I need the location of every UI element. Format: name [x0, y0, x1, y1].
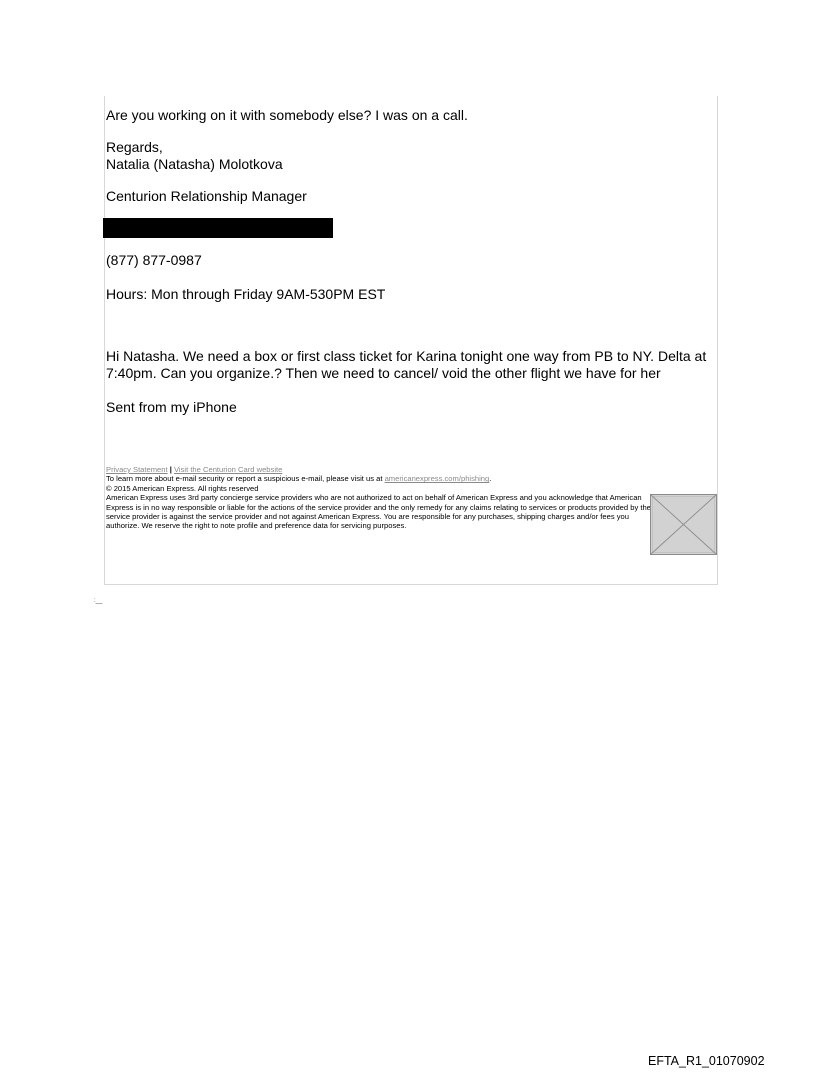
security-text: To learn more about e-mail security or report a suspicious e-mail, please visit us at: [106, 474, 383, 484]
copyright-notice: © 2015 American Express. All rights reserved: [106, 483, 259, 493]
centurion-website-link[interactable]: Visit the Centurion Card website: [174, 465, 283, 474]
legal-footer: [106, 465, 651, 531]
footer-links-row: [106, 465, 651, 474]
disclaimer-text: American Express uses 3rd party concierge service providers who are not authorized to act on behalf of American Express and you acknowledge that American Express is in no way responsible or liable for the actions of the service provider and the only remedy for any claims relating to services or products provided by the service provider is against the service provider and not against American Express. You are responsible for any purchases, shipping charges and/or fees you authorize. We reserve the right to note profile and preference data for servicing purposes.: [106, 493, 651, 531]
sender-name: Natalia (Natasha) Molotkova: [106, 156, 283, 172]
bates-number: EFTA_R1_01070902: [648, 1054, 765, 1068]
privacy-statement-link[interactable]: Privacy Statement: [106, 465, 168, 474]
phishing-link[interactable]: americanexpress.com/phishing: [384, 474, 490, 484]
security-period: .: [489, 474, 492, 484]
link-separator: |: [169, 465, 172, 474]
sender-title: Centurion Relationship Manager: [106, 188, 307, 204]
original-message-body: Hi Natasha. We need a box or first class ticket for Karina tonight one way from PB to NY. Delta at 7:40pm. Can you organize.? Then we need to cancel/ void the other flight we have for her: [106, 348, 707, 381]
stray-mark: :__: [94, 598, 103, 604]
office-hours: Hours: Mon through Friday 9AM-530PM EST: [106, 286, 386, 302]
regards-line: Regards,: [106, 139, 163, 155]
sent-from-signature: Sent from my iPhone: [106, 399, 237, 415]
security-notice: [106, 474, 651, 483]
broken-image-icon: [650, 494, 717, 555]
phone-number: (877) 877-0987: [106, 252, 202, 268]
redaction-bar: [103, 218, 333, 238]
reply-question: Are you working on it with somebody else? I was on a call.: [106, 107, 468, 123]
